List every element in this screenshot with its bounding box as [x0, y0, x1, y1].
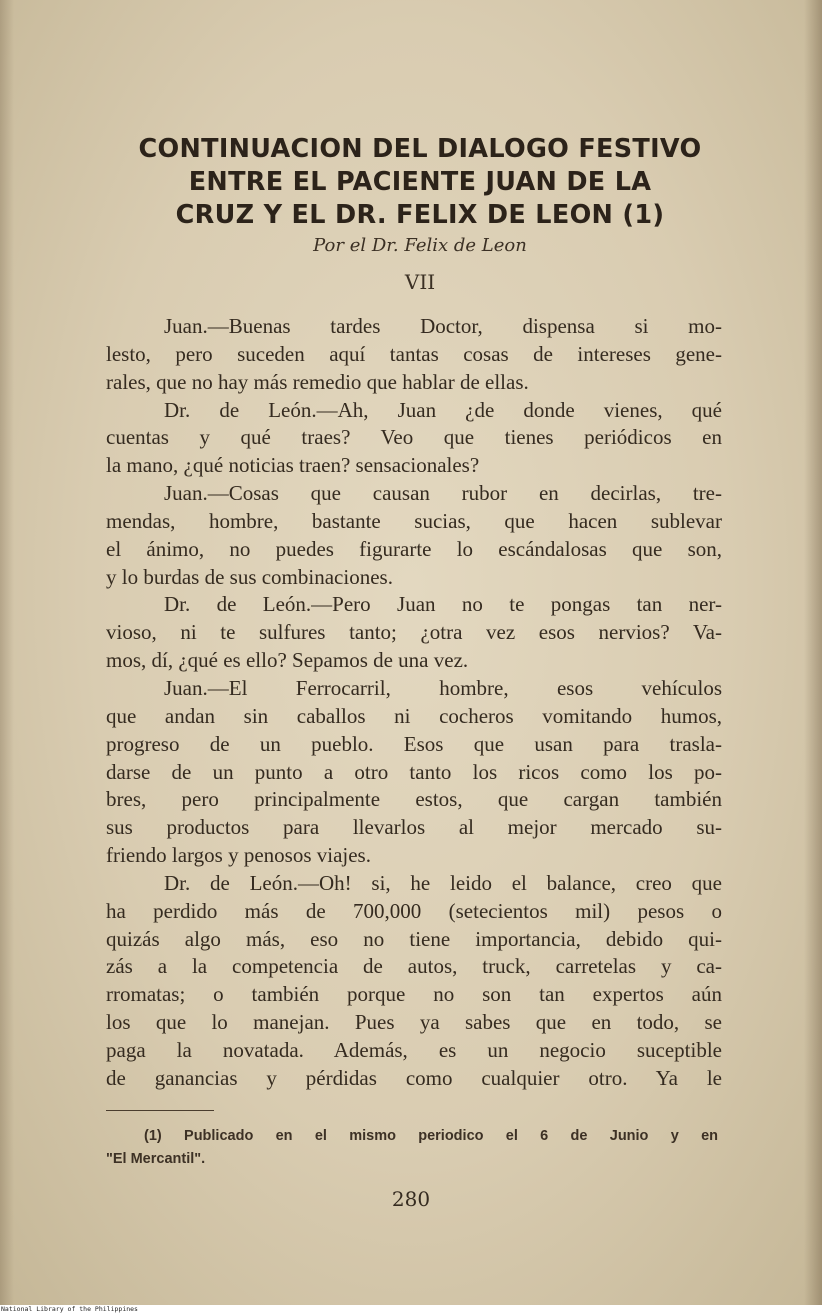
library-credit: National Library of the Philippines [1, 1305, 138, 1313]
text-line: Juan.—Cosas que causan rubor en decirlas, tre- [164, 481, 722, 506]
footnote-divider [106, 1110, 214, 1111]
text-line: Juan.—El Ferrocarril, hombre, esos vehículos [164, 675, 722, 700]
text-line: Dr. de León.—Oh! si, he leido el balance, creo que [164, 870, 722, 895]
text-line: vioso, ni te sulfures tanto; ¿otra vez esos nervios? Va- [106, 620, 722, 645]
text-line: mos, dí, ¿qué es ello? Sepamos de una vez. [106, 648, 469, 673]
text-line: los que lo manejan. Pues ya sabes que en todo, se [106, 1010, 722, 1035]
text-line: friendo largos y penosos viajes. [106, 843, 371, 868]
page-edge-shadow-right [804, 0, 822, 1305]
text-line: ha perdido más de 700,000 (setecientos mil) pesos o [106, 898, 722, 923]
text-line: Dr. de León.—Ah, Juan ¿de donde vienes, qué [164, 397, 722, 422]
body-text [106, 313, 722, 1093]
page-number: 280 [391, 1187, 431, 1211]
footnote [106, 1125, 718, 1171]
text-line: bres, pero principalmente estos, que cargan también [106, 787, 722, 812]
text-line: lesto, pero suceden aquí tantas cosas de intereses gene- [106, 341, 722, 366]
title-line: CONTINUACION DEL DIALOGO FESTIVO [138, 134, 702, 164]
text-line: paga la novatada. Además, es un negocio suceptible [106, 1037, 722, 1062]
text-line: Dr. de León.—Pero Juan no te pongas tan ner- [164, 592, 722, 617]
section-number: VII [404, 270, 436, 294]
title-line: CRUZ Y EL DR. FELIX DE LEON (1) [175, 200, 665, 230]
text-line: darse de un punto a otro tanto los ricos como los po- [106, 759, 722, 784]
footnote-line: "El Mercantil". [106, 1151, 206, 1167]
author-byline: Por el Dr. Felix de Leon [313, 235, 527, 256]
text-line: cuentas y qué traes? Veo que tienes periódicos en [106, 425, 722, 450]
footnote-line: (1) Publicado en el mismo periodico el 6 de Junio y en [144, 1128, 718, 1144]
text-line: quizás algo más, eso no tiene importancia, debido qui- [106, 926, 722, 951]
page-edge-shadow-left [0, 0, 14, 1305]
text-line: que andan sin caballos ni cocheros vomitando humos, [106, 703, 722, 728]
chapter-title [100, 133, 740, 232]
text-line: la mano, ¿qué noticias traen? sensacionales? [106, 453, 480, 478]
text-line: sus productos para llevarlos al mejor mercado su- [106, 815, 722, 840]
text-line: rales, que no hay más remedio que hablar de ellas. [106, 369, 529, 394]
text-line: el ánimo, no puedes figurarte lo escándalosas que son, [106, 536, 722, 561]
text-line: mendas, hombre, bastante sucias, que hacen sublevar [106, 508, 722, 533]
title-line: ENTRE EL PACIENTE JUAN DE LA [188, 167, 652, 197]
text-line: rromatas; o también porque no son tan expertos aún [106, 982, 722, 1007]
text-line: progreso de un pueblo. Esos que usan para trasla- [106, 731, 722, 756]
text-line: de ganancias y pérdidas como cualquier otro. Ya le [106, 1065, 722, 1090]
text-line: y lo burdas de sus combinaciones. [106, 564, 393, 589]
text-line: zás a la competencia de autos, truck, carretelas y ca- [106, 954, 722, 979]
text-line: Juan.—Buenas tardes Doctor, dispensa si mo- [164, 314, 722, 338]
